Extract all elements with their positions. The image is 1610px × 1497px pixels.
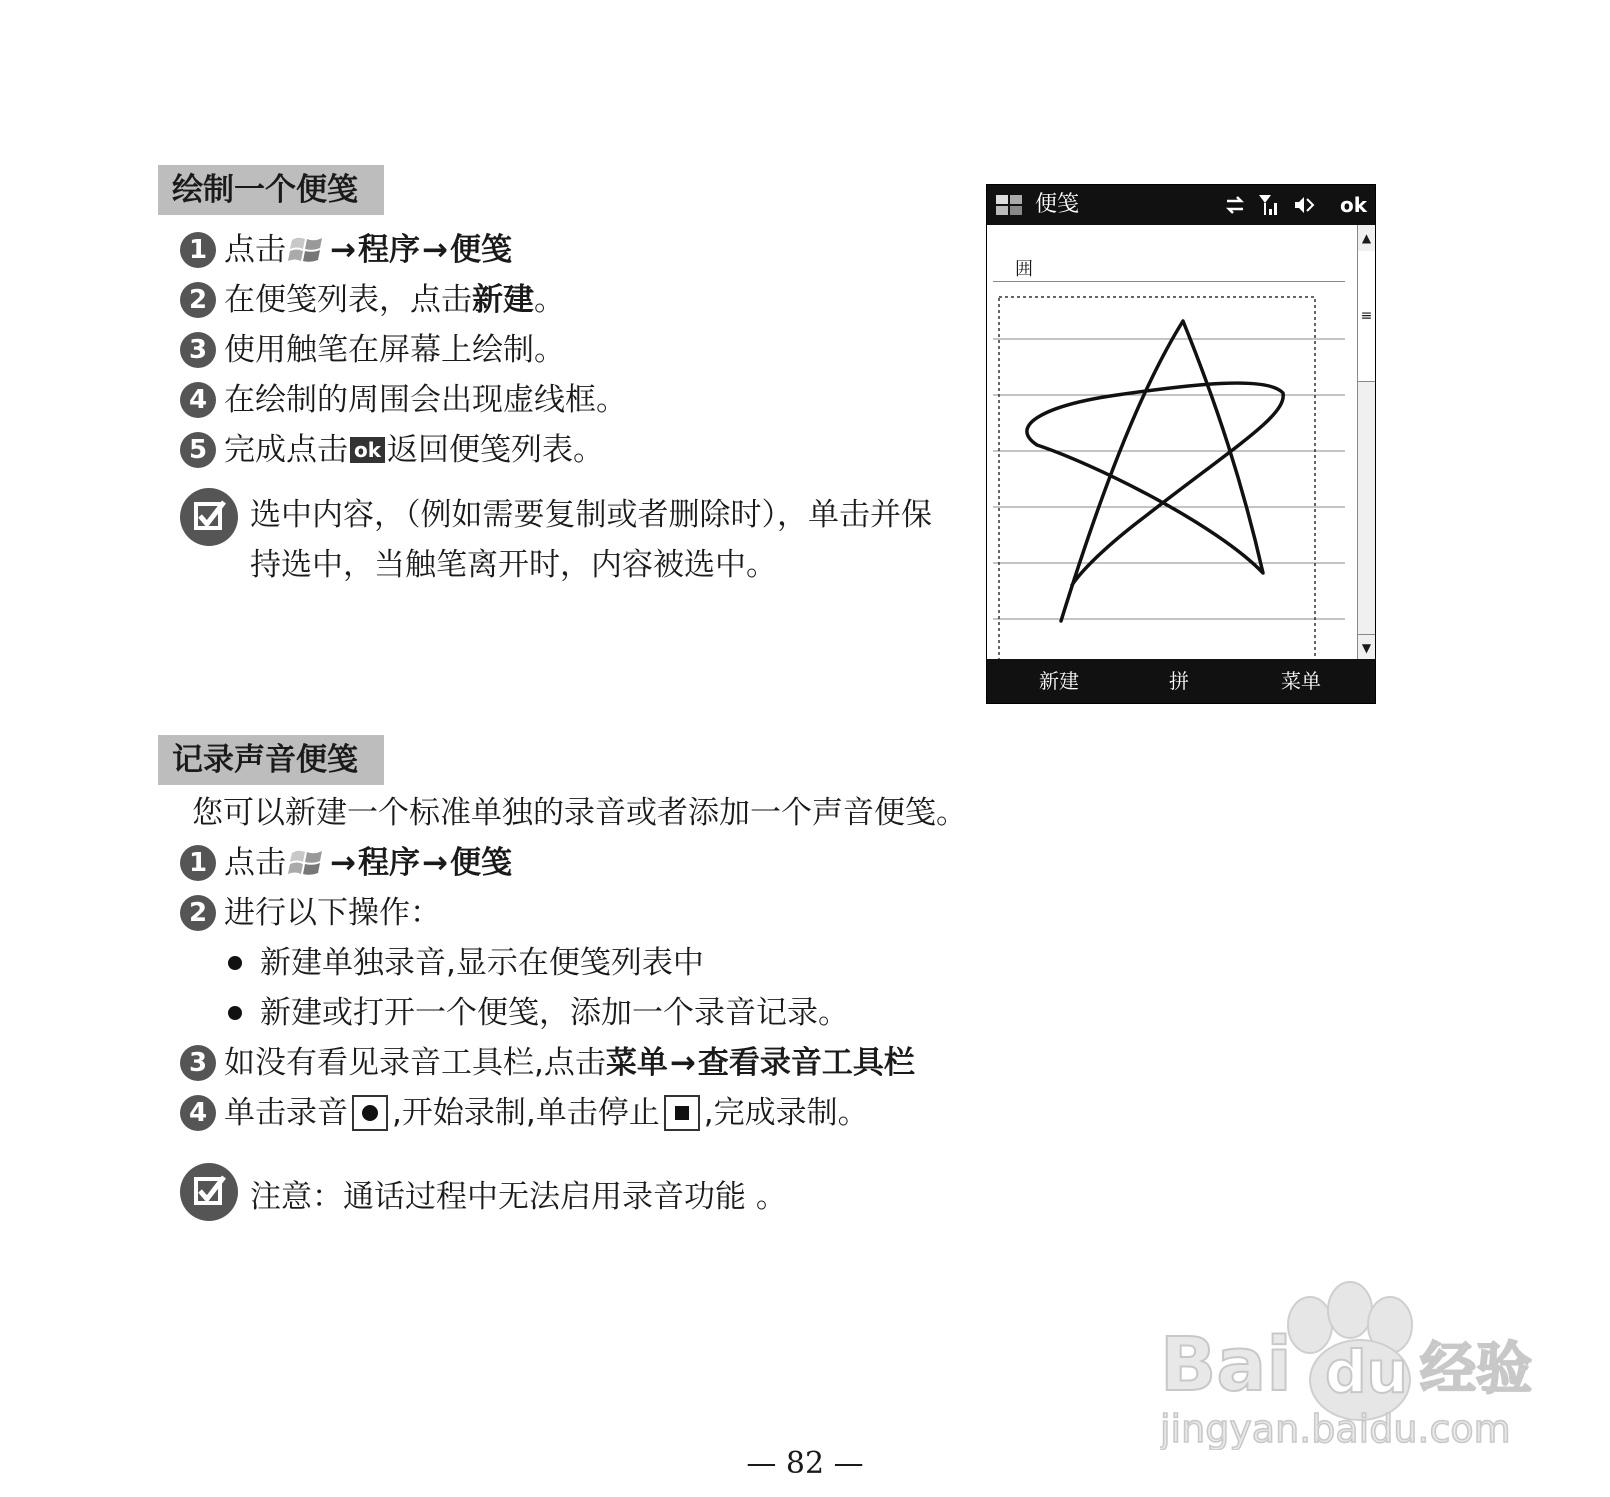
bullet-item bbox=[228, 993, 849, 1033]
selection-dashed-box bbox=[999, 297, 1315, 661]
menu-path-notes: 便笺 bbox=[449, 232, 512, 268]
note-line-1: 选中内容，（例如需要复制或者删除时），单击并保 bbox=[250, 497, 932, 533]
soft-key-input[interactable]: 拼 bbox=[1169, 669, 1189, 693]
step-number: 3 bbox=[180, 332, 216, 368]
step-3-voice bbox=[180, 1043, 915, 1083]
windows-start-icon bbox=[288, 847, 326, 879]
svg-text:Bai: Bai bbox=[1160, 1322, 1292, 1408]
step-number: 3 bbox=[180, 1045, 216, 1081]
scroll-down-arrow-icon[interactable]: ▼ bbox=[1358, 634, 1375, 661]
arrow-icon: → bbox=[330, 232, 356, 268]
star-drawing bbox=[1027, 321, 1283, 621]
step-4-draw bbox=[180, 380, 627, 420]
scroll-thumb[interactable]: ≡ bbox=[1358, 251, 1375, 382]
menu-label: 菜单 bbox=[605, 1045, 668, 1081]
windows-start-icon bbox=[288, 234, 326, 266]
vertical-scrollbar[interactable] bbox=[1357, 225, 1375, 661]
step-text: 进行以下操作： bbox=[224, 895, 441, 931]
soft-key-new[interactable]: 新建 bbox=[1039, 669, 1079, 693]
ok-icon: ok bbox=[350, 437, 385, 463]
view-recording-toolbar-label: 查看录音工具栏 bbox=[697, 1045, 915, 1081]
step-number: 4 bbox=[180, 1095, 216, 1131]
checkbox-note-icon bbox=[180, 1163, 238, 1221]
step-number: 1 bbox=[180, 845, 216, 881]
stop-icon bbox=[664, 1095, 700, 1131]
step-text-post: 返回便笺列表。 bbox=[387, 432, 605, 468]
step-text: 单击录音 bbox=[224, 1095, 348, 1131]
bullet-item bbox=[228, 943, 704, 983]
device-ok-button[interactable]: ok bbox=[1339, 193, 1367, 217]
pen-tool-icon[interactable]: 囲 bbox=[1015, 259, 1033, 280]
device-screenshot bbox=[986, 184, 1376, 704]
step-text: 点击 bbox=[224, 232, 286, 268]
note-line-2: 持选中，当触笔离开时，内容被选中。 bbox=[250, 547, 777, 583]
note-recording: 注意：通话过程中无法启用录音功能 。 bbox=[250, 1179, 787, 1215]
step-text: 如没有看见录音工具栏,点击 bbox=[224, 1045, 606, 1081]
menu-path-programs: 程序 bbox=[357, 232, 420, 268]
record-icon bbox=[352, 1095, 388, 1131]
section-title-voice-note: 记录声音便笺 bbox=[158, 735, 384, 785]
bullet-dot-icon bbox=[228, 1006, 242, 1020]
svg-text:du: du bbox=[1325, 1338, 1408, 1406]
arrow-icon: → bbox=[421, 232, 448, 268]
ruled-lines bbox=[993, 339, 1345, 619]
section-title-draw-note: 绘制一个便笺 bbox=[158, 165, 384, 215]
step-number: 1 bbox=[180, 232, 216, 268]
menu-path-programs: 程序 bbox=[357, 845, 420, 881]
step-3-draw bbox=[180, 330, 565, 370]
step-1-voice bbox=[180, 843, 512, 883]
step-2-voice bbox=[180, 893, 441, 933]
step-suffix: 。 bbox=[534, 282, 565, 318]
step-text: 点击 bbox=[224, 845, 286, 881]
step-2-draw bbox=[180, 280, 565, 320]
checkbox-note-icon bbox=[180, 488, 238, 546]
bullet-dot-icon bbox=[228, 956, 242, 970]
step-number: 5 bbox=[180, 432, 216, 468]
device-soft-key-bar bbox=[987, 659, 1375, 703]
step-text-mid: ,开始录制,单击停止 bbox=[392, 1095, 660, 1131]
scroll-up-arrow-icon[interactable]: ▲ bbox=[1358, 225, 1375, 252]
step-text: 在便笺列表，点击 bbox=[224, 282, 472, 318]
step-number: 2 bbox=[180, 282, 216, 318]
step-text-post: ,完成录制。 bbox=[703, 1095, 869, 1131]
bullet-text: 新建单独录音,显示在便笺列表中 bbox=[260, 945, 704, 981]
arrow-icon: → bbox=[669, 1045, 696, 1081]
page-number: — 82 — bbox=[746, 1446, 864, 1481]
svg-text:jingyan.baidu.com: jingyan.baidu.com bbox=[1160, 1407, 1511, 1450]
arrow-icon: → bbox=[421, 845, 448, 881]
step-1-draw bbox=[180, 230, 512, 270]
arrow-icon: → bbox=[330, 845, 356, 881]
baidu-watermark-logo bbox=[1160, 1270, 1540, 1450]
device-app-title: 便笺 bbox=[1035, 192, 1080, 217]
step-text: 在绘制的周围会出现虚线框。 bbox=[224, 382, 627, 418]
step-text: 完成点击 bbox=[224, 432, 348, 468]
step-5-draw bbox=[180, 430, 604, 470]
step-number: 4 bbox=[180, 382, 216, 418]
bullet-text: 新建或打开一个便笺，添加一个录音记录。 bbox=[260, 995, 849, 1031]
menu-path-notes: 便笺 bbox=[449, 845, 512, 881]
new-label: 新建 bbox=[472, 282, 534, 318]
soft-key-menu[interactable]: 菜单 bbox=[1281, 669, 1321, 693]
step-text: 使用触笔在屏幕上绘制。 bbox=[224, 332, 565, 368]
step-number: 2 bbox=[180, 895, 216, 931]
voice-intro: 您可以新建一个标准单独的录音或者添加一个声音便笺。 bbox=[192, 795, 967, 831]
svg-text:经验: 经验 bbox=[1420, 1337, 1532, 1402]
step-4-voice bbox=[180, 1093, 869, 1133]
drawing-canvas[interactable] bbox=[987, 185, 1357, 661]
